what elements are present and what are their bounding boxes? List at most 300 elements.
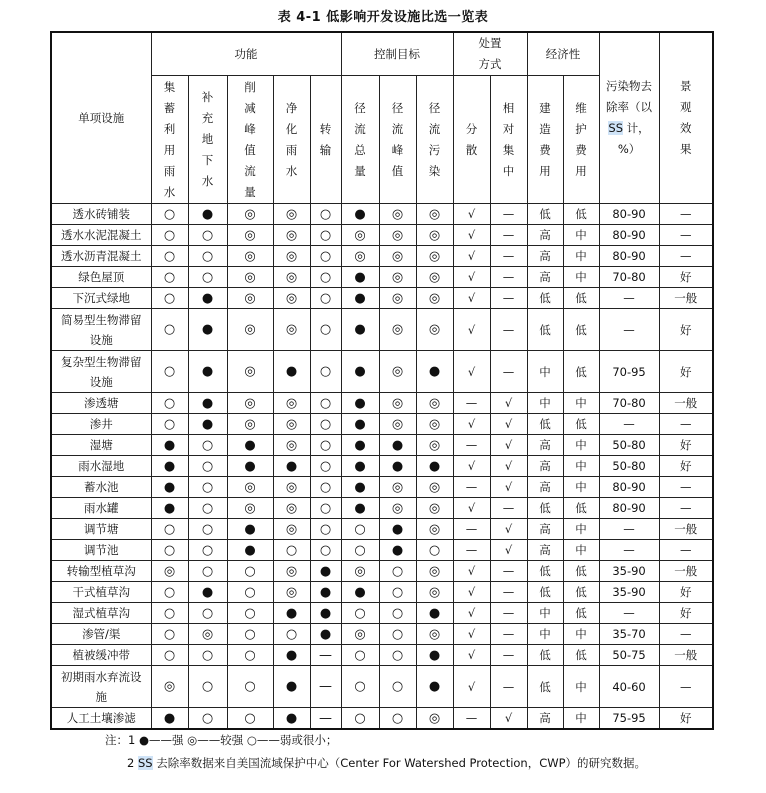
table-cell: ◎ — [416, 225, 453, 246]
table-cell: ○ — [151, 309, 188, 351]
table-row — [51, 561, 713, 582]
table-row — [51, 351, 713, 393]
table-cell: ◎ — [227, 246, 273, 267]
table-cell: ○ — [310, 435, 341, 456]
table-cell: 低 — [563, 645, 599, 666]
table-cell: ○ — [151, 645, 188, 666]
table-cell: — — [599, 288, 659, 309]
table-cell: 好 — [659, 582, 713, 603]
header-economy: 经济性 — [527, 32, 599, 76]
table-cell: √ — [453, 351, 490, 393]
table-cell: ○ — [310, 246, 341, 267]
table-cell: ● — [341, 309, 379, 351]
table-cell: ○ — [188, 225, 227, 246]
facility-name: 绿色屋顶 — [51, 267, 151, 288]
table-cell: 50-75 — [599, 645, 659, 666]
table-cell: ○ — [310, 288, 341, 309]
table-cell: — — [490, 309, 527, 351]
facility-name: 透水砖铺装 — [51, 204, 151, 225]
table-cell: ◎ — [379, 288, 416, 309]
table-cell: √ — [453, 414, 490, 435]
table-cell: 好 — [659, 708, 713, 730]
table-row — [51, 603, 713, 624]
header-function: 功能 — [151, 32, 341, 76]
table-row — [51, 477, 713, 498]
table-cell: ○ — [188, 456, 227, 477]
table-cell: ● — [310, 582, 341, 603]
table-cell: — — [453, 540, 490, 561]
table-cell: 50-80 — [599, 435, 659, 456]
table-cell: — — [490, 225, 527, 246]
table-cell: ◎ — [227, 477, 273, 498]
table-cell: ○ — [188, 666, 227, 708]
table-cell: — — [310, 708, 341, 730]
table-cell: 中 — [563, 708, 599, 730]
header-disposal-method — [453, 32, 527, 76]
table-row — [51, 582, 713, 603]
table-cell: ○ — [188, 603, 227, 624]
table-cell: ○ — [188, 519, 227, 540]
table-cell: ◎ — [273, 393, 310, 414]
table-cell: ◎ — [416, 561, 453, 582]
table-cell: 35-90 — [599, 582, 659, 603]
subheader-cell: 补充地下水 — [188, 76, 227, 204]
facility-name: 调节池 — [51, 540, 151, 561]
table-cell: 中 — [563, 225, 599, 246]
table-cell: ○ — [310, 225, 341, 246]
table-cell: ◎ — [379, 393, 416, 414]
table-cell: ○ — [227, 561, 273, 582]
table-cell: ◎ — [341, 561, 379, 582]
table-cell: 低 — [527, 204, 563, 225]
subheader-cell: 维护费用 — [563, 76, 599, 204]
table-cell: ◎ — [416, 519, 453, 540]
table-cell: 中 — [563, 519, 599, 540]
facility-name: 蓄水池 — [51, 477, 151, 498]
table-cell: — — [599, 519, 659, 540]
table-row — [51, 519, 713, 540]
table-cell: ○ — [188, 540, 227, 561]
facility-name: 雨水湿地 — [51, 456, 151, 477]
table-cell: ○ — [310, 498, 341, 519]
table-cell: ● — [341, 435, 379, 456]
table-cell: 低 — [527, 645, 563, 666]
table-cell: ● — [273, 456, 310, 477]
table-cell: — — [490, 288, 527, 309]
facility-name: 下沉式绿地 — [51, 288, 151, 309]
table-cell: ◎ — [273, 477, 310, 498]
table-cell: ● — [151, 456, 188, 477]
table-cell: 中 — [563, 477, 599, 498]
facility-name: 渗透塘 — [51, 393, 151, 414]
table-cell: ○ — [188, 246, 227, 267]
facility-name: 透水沥青混凝土 — [51, 246, 151, 267]
facility-name: 渗管/渠 — [51, 624, 151, 645]
header-landscape: 景观效果 — [659, 32, 713, 204]
table-cell: √ — [453, 498, 490, 519]
table-cell: — — [310, 666, 341, 708]
table-cell: — — [490, 204, 527, 225]
table-cell: — — [490, 246, 527, 267]
table-cell: — — [659, 246, 713, 267]
table-cell: ○ — [341, 519, 379, 540]
table-cell: 一般 — [659, 561, 713, 582]
table-row — [51, 309, 713, 351]
table-cell: 一般 — [659, 645, 713, 666]
table-cell: ◎ — [273, 498, 310, 519]
subheader-cell: 相对集中 — [490, 76, 527, 204]
header-pollutant-removal — [599, 32, 659, 204]
table-cell: — — [599, 540, 659, 561]
table-cell: 70-95 — [599, 351, 659, 393]
table-cell: ○ — [379, 603, 416, 624]
table-cell: √ — [490, 540, 527, 561]
table-cell: 好 — [659, 603, 713, 624]
table-cell: 低 — [527, 414, 563, 435]
table-cell: ● — [273, 645, 310, 666]
table-cell: 80-90 — [599, 477, 659, 498]
table-row — [51, 246, 713, 267]
table-cell: ◎ — [416, 477, 453, 498]
table-cell: ○ — [188, 267, 227, 288]
header-control-target: 控制目标 — [341, 32, 453, 76]
table-cell: ● — [273, 666, 310, 708]
table-cell: ◎ — [379, 351, 416, 393]
table-cell: ○ — [341, 540, 379, 561]
table-cell: ◎ — [416, 393, 453, 414]
table-cell: — — [453, 519, 490, 540]
table-cell: ● — [188, 288, 227, 309]
table-cell: — — [453, 435, 490, 456]
table-cell: — — [659, 477, 713, 498]
table-cell: ◎ — [227, 498, 273, 519]
table-cell: 80-90 — [599, 225, 659, 246]
table-cell: 中 — [563, 456, 599, 477]
table-cell: ◎ — [227, 351, 273, 393]
table-row — [51, 288, 713, 309]
table-cell: 80-90 — [599, 498, 659, 519]
table-cell: ○ — [151, 540, 188, 561]
table-cell: ○ — [341, 603, 379, 624]
table-cell: ○ — [188, 645, 227, 666]
table-cell: 好 — [659, 456, 713, 477]
table-cell: ● — [341, 204, 379, 225]
table-cell: — — [659, 225, 713, 246]
table-cell: ● — [341, 288, 379, 309]
table-cell: ○ — [151, 519, 188, 540]
table-cell: ○ — [151, 414, 188, 435]
table-cell: ● — [416, 645, 453, 666]
table-cell: ○ — [188, 498, 227, 519]
table-cell: ◎ — [379, 267, 416, 288]
table-cell: — — [659, 666, 713, 708]
table-cell: ◎ — [379, 477, 416, 498]
table-cell: √ — [453, 666, 490, 708]
table-row — [51, 456, 713, 477]
table-cell: 中 — [563, 666, 599, 708]
table-cell: ● — [341, 414, 379, 435]
table-cell: ◎ — [227, 204, 273, 225]
table-cell: √ — [453, 204, 490, 225]
table-cell: 80-90 — [599, 246, 659, 267]
table-cell: 高 — [527, 519, 563, 540]
table-cell: √ — [490, 519, 527, 540]
table-cell: ○ — [379, 624, 416, 645]
table-cell: ● — [416, 456, 453, 477]
table-cell: ○ — [227, 582, 273, 603]
table-cell: ◎ — [416, 414, 453, 435]
table-cell: 35-70 — [599, 624, 659, 645]
table-cell: ● — [341, 267, 379, 288]
table-cell: ◎ — [341, 225, 379, 246]
table-cell: 一般 — [659, 393, 713, 414]
table-cell: ○ — [310, 309, 341, 351]
table-cell: ● — [416, 603, 453, 624]
table-cell: ◎ — [227, 288, 273, 309]
table-cell: — — [659, 414, 713, 435]
table-cell: ● — [341, 498, 379, 519]
table-cell: 好 — [659, 267, 713, 288]
table-cell: √ — [490, 456, 527, 477]
table-cell: 一般 — [659, 519, 713, 540]
table-cell: — — [310, 645, 341, 666]
table-cell: 低 — [527, 309, 563, 351]
table-cell: ● — [188, 204, 227, 225]
table-cell: — — [659, 540, 713, 561]
table-cell: 低 — [563, 414, 599, 435]
table-cell: ○ — [310, 351, 341, 393]
table-cell: ◎ — [227, 225, 273, 246]
table-cell: √ — [453, 225, 490, 246]
facility-name: 渗井 — [51, 414, 151, 435]
table-cell: 好 — [659, 309, 713, 351]
table-cell: ● — [188, 414, 227, 435]
facility-name: 转输型植草沟 — [51, 561, 151, 582]
table-cell: 一般 — [659, 288, 713, 309]
table-cell: ● — [341, 393, 379, 414]
table-cell: ● — [188, 393, 227, 414]
table-cell: 75-95 — [599, 708, 659, 730]
table-row — [51, 666, 713, 708]
table-cell: — — [490, 267, 527, 288]
table-cell: 低 — [563, 498, 599, 519]
facility-name: 透水水泥混凝土 — [51, 225, 151, 246]
table-cell: ◎ — [379, 309, 416, 351]
facility-name: 植被缓冲带 — [51, 645, 151, 666]
table-cell: ○ — [188, 708, 227, 730]
table-cell: ○ — [341, 645, 379, 666]
table-cell: ◎ — [273, 267, 310, 288]
table-cell: ◎ — [151, 666, 188, 708]
table-cell: ● — [341, 351, 379, 393]
table-cell: ◎ — [416, 309, 453, 351]
table-cell: ● — [227, 519, 273, 540]
table-cell: ○ — [188, 435, 227, 456]
table-cell: ○ — [151, 288, 188, 309]
table-cell: ○ — [310, 477, 341, 498]
facility-name: 干式植草沟 — [51, 582, 151, 603]
table-cell: ◎ — [151, 561, 188, 582]
facility-name: 湿式植草沟 — [51, 603, 151, 624]
table-cell: — — [490, 603, 527, 624]
table-cell: ◎ — [379, 204, 416, 225]
table-cell: ● — [273, 708, 310, 730]
table-cell: ◎ — [273, 204, 310, 225]
table-cell: √ — [453, 582, 490, 603]
table-cell: ○ — [151, 246, 188, 267]
table-cell: ◎ — [416, 246, 453, 267]
subheader-cell: 转输 — [310, 76, 341, 204]
table-cell: ◎ — [341, 246, 379, 267]
table-cell: 低 — [563, 561, 599, 582]
table-cell: ◎ — [379, 414, 416, 435]
table-cell: 好 — [659, 351, 713, 393]
table-cell: ◎ — [416, 708, 453, 730]
table-cell: ○ — [273, 624, 310, 645]
table-cell: ○ — [227, 666, 273, 708]
table-cell: ● — [188, 309, 227, 351]
table-cell: ○ — [151, 267, 188, 288]
table-cell: 中 — [563, 246, 599, 267]
facility-name: 初期雨水弃流设施 — [51, 666, 151, 708]
table-cell: 高 — [527, 540, 563, 561]
table-cell: √ — [490, 435, 527, 456]
table-cell: ○ — [379, 561, 416, 582]
table-cell: ● — [341, 477, 379, 498]
table-cell: ● — [273, 351, 310, 393]
table-cell: ◎ — [416, 582, 453, 603]
table-cell: ○ — [273, 540, 310, 561]
table-cell: √ — [490, 393, 527, 414]
table-cell: √ — [453, 645, 490, 666]
table-cell: — — [490, 582, 527, 603]
table-cell: ◎ — [273, 519, 310, 540]
table-cell: 高 — [527, 225, 563, 246]
table-cell: ◎ — [416, 267, 453, 288]
table-cell: ◎ — [273, 414, 310, 435]
table-cell: ○ — [310, 540, 341, 561]
table-cell: 35-90 — [599, 561, 659, 582]
table-cell: ○ — [310, 414, 341, 435]
table-cell: 好 — [659, 435, 713, 456]
table-cell: ○ — [310, 267, 341, 288]
subheader-cell: 净化雨水 — [273, 76, 310, 204]
facility-name: 调节塘 — [51, 519, 151, 540]
table-cell: — — [659, 498, 713, 519]
table-cell: √ — [453, 561, 490, 582]
table-cell: ○ — [310, 393, 341, 414]
table-cell: √ — [453, 267, 490, 288]
table-cell: ○ — [341, 666, 379, 708]
table-cell: — — [490, 666, 527, 708]
table-cell: — — [490, 645, 527, 666]
table-cell: ○ — [227, 624, 273, 645]
table-cell: 40-60 — [599, 666, 659, 708]
facility-name: 雨水罐 — [51, 498, 151, 519]
table-cell: ◎ — [227, 393, 273, 414]
table-cell: ◎ — [379, 246, 416, 267]
table-cell: ● — [151, 498, 188, 519]
facility-name: 人工土壤渗滤 — [51, 708, 151, 730]
table-row — [51, 414, 713, 435]
table-cell: 低 — [563, 204, 599, 225]
table-cell: ○ — [379, 666, 416, 708]
table-cell: 80-90 — [599, 204, 659, 225]
table-cell: ● — [379, 435, 416, 456]
table-cell: ○ — [310, 456, 341, 477]
table-cell: 低 — [563, 603, 599, 624]
table-cell: — — [453, 477, 490, 498]
table-cell: 70-80 — [599, 393, 659, 414]
table-cell: ○ — [151, 204, 188, 225]
table-cell: ○ — [151, 225, 188, 246]
table-cell: 高 — [527, 708, 563, 730]
header-pollutant-text: 污染物去除率（以 SS 计，%） — [606, 79, 653, 156]
table-cell: ◎ — [416, 288, 453, 309]
table-cell: ◎ — [416, 204, 453, 225]
table-cell: ◎ — [273, 582, 310, 603]
table-cell: 高 — [527, 435, 563, 456]
table-row — [51, 645, 713, 666]
lid-comparison-table — [50, 31, 714, 730]
table-cell: ● — [273, 603, 310, 624]
table-cell: ◎ — [416, 624, 453, 645]
table-cell: ○ — [227, 708, 273, 730]
note-legend: 注：1 ●——强 ◎——较强 ○——弱或很小； — [105, 733, 338, 747]
table-cell: ○ — [341, 708, 379, 730]
table-cell: ◎ — [341, 624, 379, 645]
table-cell: ● — [188, 351, 227, 393]
table-cell: ● — [151, 435, 188, 456]
table-cell: ◎ — [273, 288, 310, 309]
table-cell: 低 — [527, 666, 563, 708]
table-cell: ● — [310, 624, 341, 645]
table-cell: √ — [453, 624, 490, 645]
subheader-cell: 分散 — [453, 76, 490, 204]
table-cell: 高 — [527, 456, 563, 477]
table-cell: — — [490, 498, 527, 519]
table-cell: ○ — [151, 603, 188, 624]
table-cell: ◎ — [379, 498, 416, 519]
table-cell: 中 — [527, 351, 563, 393]
subheader-cell: 建造费用 — [527, 76, 563, 204]
table-row — [51, 498, 713, 519]
table-cell: ● — [310, 603, 341, 624]
table-cell: √ — [453, 456, 490, 477]
header-facility: 单项设施 — [51, 32, 151, 204]
table-row — [51, 624, 713, 645]
table-cell: ● — [310, 561, 341, 582]
table-cell: ○ — [151, 624, 188, 645]
table-row — [51, 708, 713, 730]
table-row — [51, 435, 713, 456]
subheader-cell: 径流污染 — [416, 76, 453, 204]
table-cell: ● — [227, 540, 273, 561]
table-row — [51, 225, 713, 246]
table-cell: ○ — [227, 603, 273, 624]
table-cell: ○ — [188, 561, 227, 582]
table-cell: ○ — [416, 540, 453, 561]
table-cell: ○ — [188, 477, 227, 498]
table-cell: — — [490, 351, 527, 393]
table-cell: 高 — [527, 246, 563, 267]
table-cell: √ — [490, 477, 527, 498]
table-title: 表 4-1 低影响开发设施比选一览表 — [277, 10, 489, 25]
note-source: 2 SS 去除率数据来自美国流域保护中心（Center For Watershed Protection，CWP）的研究数据。 — [127, 756, 647, 770]
table-cell: √ — [490, 708, 527, 730]
table-cell: ◎ — [379, 225, 416, 246]
table-cell: — — [599, 414, 659, 435]
